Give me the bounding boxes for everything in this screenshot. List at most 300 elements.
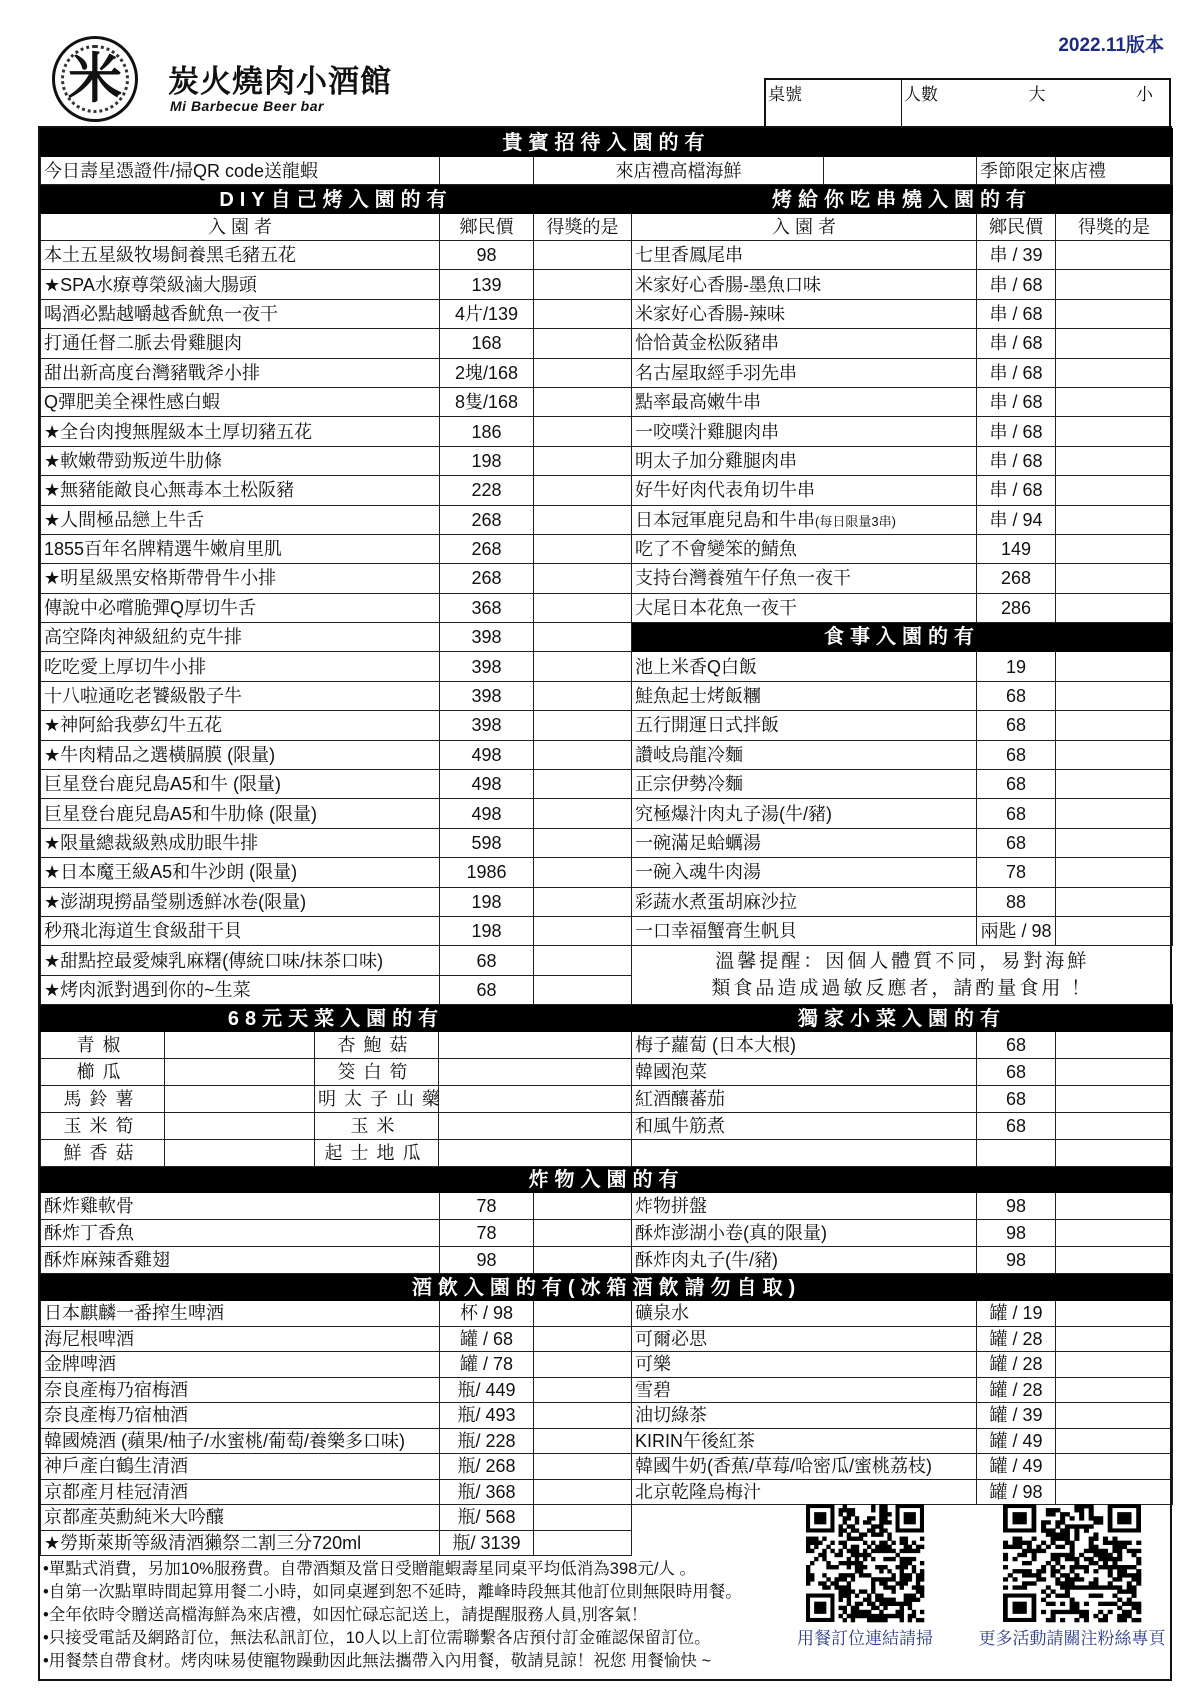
veggie-qty[interactable] [165,1032,315,1059]
logo-char: 米 [68,49,122,109]
skewer-item-name [632,534,977,563]
drink-item-name: 可樂 [632,1352,977,1378]
diy-item-price: 268 [440,505,534,534]
side-item-price: 68 [977,1086,1056,1113]
table-number-label: 桌號 [768,85,802,104]
diy-item-price: 68 [440,975,534,1004]
drink-item-qty[interactable] [534,1530,632,1556]
skewer-item-price: 串 / 94 [977,505,1056,534]
skewer-name-text: 一咬噗汁雞腿肉串 [635,421,780,442]
booking-qr[interactable] [775,1504,955,1649]
diy-item-award[interactable] [534,887,632,916]
drink-item-qty[interactable] [534,1326,632,1352]
drink-item-qty[interactable] [1056,1454,1173,1480]
drink-item-qty[interactable] [534,1403,632,1429]
table-row [41,799,1173,828]
diy-item-award[interactable] [534,740,632,769]
table-row [41,1193,1173,1220]
skewer-name-text: 吃了不會變笨的鯖魚 [635,539,798,560]
veggie-item: 鮮香菇 [41,1140,165,1167]
sides-title: 獨家小菜入園的有 [632,1006,1173,1032]
skewer-item-price: 149 [977,534,1056,563]
table-row [41,681,1173,710]
fried-item-name: 酥炸麻辣香雞翅 [41,1247,440,1274]
meal-item-name: 正宗伊勢冷麵 [632,770,977,799]
diy-item-price: 98 [440,241,534,270]
side-item-price: 68 [977,1032,1056,1059]
table-row [41,1140,1173,1167]
people-count-field[interactable] [902,80,1169,128]
fried-item-price: 78 [440,1220,534,1247]
meal-item-name: 彩蔬水煮蛋胡麻沙拉 [632,887,977,916]
skewer-item-award[interactable] [1056,446,1173,475]
diy-item-award[interactable] [534,652,632,681]
skewer-item-name [632,564,977,593]
veggie-item: 玉米筍 [41,1113,165,1140]
skewer-name-text: 名古屋取經手羽先串 [635,362,798,383]
table-row [41,270,1173,299]
diy-item-price: 398 [440,623,534,652]
skewers-title: 烤給你吃串燒入園的有 [632,186,1173,214]
diy-item-name: 高空降肉神級紐約克牛排 [41,623,440,652]
diy-item-name: 1855百年名牌精選牛嫩肩里肌 [41,534,440,563]
skewer-item-award[interactable] [1056,593,1173,622]
veggie-item: 櫛瓜 [41,1059,165,1086]
diy-item-award[interactable] [534,623,632,652]
meal-item-name: 究極爆汁肉丸子湯(牛/豬) [632,799,977,828]
side-item-qty[interactable] [1056,1140,1173,1167]
table-row [41,887,1173,916]
veggie-qty[interactable] [439,1140,632,1167]
veggie-item: 起士地瓜 [315,1140,439,1167]
meal-item-price: 78 [977,858,1056,887]
skewer-item-name [632,387,977,416]
drink-item-qty[interactable] [1056,1403,1173,1429]
drink-item-price: 瓶/ 368 [440,1479,534,1505]
drink-item-qty[interactable] [534,1479,632,1505]
welcome-item: 季節限定來店禮 [977,157,1056,185]
diy-item-award[interactable] [534,241,632,270]
diy-item-award[interactable] [534,828,632,857]
veggie-qty[interactable] [439,1032,632,1059]
version-label: 2022.11版本 [1058,35,1164,56]
skewer-item-price: 串 / 68 [977,358,1056,387]
diy-item-price: 498 [440,740,534,769]
table-row [41,1326,1173,1352]
drink-item-price: 罐 / 49 [977,1428,1056,1454]
veggie-item: 筊白筍 [315,1059,439,1086]
skewer-item-award[interactable] [1056,417,1173,446]
drink-item-name: 可爾必思 [632,1326,977,1352]
col-header-award: 得獎的是 [534,214,632,241]
fried-item-qty[interactable] [534,1247,632,1274]
skewer-item-price: 串 / 68 [977,329,1056,358]
diy-item-name: 甜出新高度台灣豬戰斧小排 [41,358,440,387]
skewer-name-text: 大尾日本花魚一夜干 [635,597,798,618]
diy-item-name: 打通任督二脈去骨雞腿肉 [41,329,440,358]
diy-item-name: 傳說中必嚐脆彈Q厚切牛舌 [41,593,440,622]
reminder-line: 類食品造成過敏反應者，請酌量食用 ！ [711,978,1094,1000]
diy-item-award[interactable] [534,770,632,799]
diy-item-name: ★牛肉精品之選橫膈膜 (限量) [41,740,440,769]
fried-item-price: 98 [977,1220,1056,1247]
qr-code-icon[interactable] [1003,1504,1141,1622]
note-line: •用餐禁自帶食材。烤肉味易使寵物躁動因此無法攜帶入內用餐，敬請見諒！祝您 用餐愉快 ~ [43,1652,712,1671]
people-label: 人數 [904,85,938,104]
brand-name-en: Mi Barbecue Beer bar [170,98,324,114]
veggie-qty[interactable] [439,1113,632,1140]
diy-item-award[interactable] [534,358,632,387]
drink-item-qty[interactable] [534,1454,632,1480]
table-row [41,1247,1173,1274]
table-row [41,740,1173,769]
child-label: 小 [1136,85,1153,104]
veggie-item: 杏鮑菇 [315,1032,439,1059]
fried-item-qty[interactable] [1056,1247,1173,1274]
skewer-name-text: 七里香鳳尾串 [635,245,744,266]
diy-item-name: ★澎湖現撈晶瑩剔透鮮冰卷(限量) [41,887,440,916]
diy-item-price: 139 [440,270,534,299]
diy-item-name: 十八啦通吃老饕級骰子牛 [41,681,440,710]
meal-item-price: 68 [977,770,1056,799]
table-row [41,1377,1173,1403]
table-row [41,858,1173,887]
skewer-item-price: 串 / 68 [977,299,1056,328]
drink-item-price: 罐 / 28 [977,1326,1056,1352]
table-row [41,828,1173,857]
fried-item-qty[interactable] [534,1193,632,1220]
skewer-item-price: 串 / 39 [977,241,1056,270]
diy-item-award[interactable] [534,916,632,945]
drink-item-price: 罐 / 28 [977,1377,1056,1403]
welcome-item: 今日壽星憑證件/掃QR code送龍蝦 [41,157,440,185]
drink-item-name: 奈良產梅乃宿柚酒 [41,1403,440,1429]
table-row [41,241,1173,270]
skewer-item-price: 286 [977,593,1056,622]
side-item-qty[interactable] [1056,1113,1173,1140]
table-row [41,1086,1173,1113]
diy-item-price: 168 [440,329,534,358]
diy-item-price: 268 [440,564,534,593]
drink-item-qty[interactable] [1056,1326,1173,1352]
fried-item-name: 酥炸雞軟骨 [41,1193,440,1220]
diy-item-name: ★限量總裁級熟成肋眼牛排 [41,828,440,857]
brand-name: 炭火燒肉小酒館 [168,64,392,100]
meal-item-award[interactable] [1056,652,1173,681]
meal-item-award[interactable] [1056,858,1173,887]
table-row [41,711,1173,740]
diy-item-award[interactable] [534,299,632,328]
drink-item-name: 日本麒麟一番搾生啤酒 [41,1301,440,1327]
drink-item-qty[interactable] [1056,1352,1173,1378]
drink-item-qty[interactable] [1056,1479,1173,1505]
drink-item-name: 金牌啤酒 [41,1352,440,1378]
table-row [41,1454,1173,1480]
drink-item-price: 瓶/ 228 [440,1428,534,1454]
fried-item-price: 98 [440,1247,534,1274]
skewer-item-name [632,358,977,387]
side-item-qty[interactable] [1056,1059,1173,1086]
table-row [41,1403,1173,1429]
diy-item-price: 1986 [440,858,534,887]
meals-title: 食事入園的有 [632,623,1173,652]
skewer-item-award[interactable] [1056,299,1173,328]
drink-item-name: ★勞斯萊斯等級清酒獺祭二割三分720ml [41,1530,440,1556]
diy-item-award[interactable] [534,593,632,622]
drink-item-name: 北京乾隆烏梅汁 [632,1479,977,1505]
skewer-item-award[interactable] [1056,387,1173,416]
diy-item-award[interactable] [534,799,632,828]
meal-item-name: 五行開運日式拌飯 [632,711,977,740]
fried-item-price: 98 [977,1193,1056,1220]
meal-item-award[interactable] [1056,740,1173,769]
diy-item-price: 4片/139 [440,299,534,328]
side-item-name: 韓國泡菜 [632,1059,977,1086]
side-item-name: 紅酒釀蕃茄 [632,1086,977,1113]
meal-item-name: 池上米香Q白飯 [632,652,977,681]
drink-item-price: 罐 / 98 [977,1479,1056,1505]
diy-item-name: ★SPA水療尊榮級滷大腸頭 [41,270,440,299]
diy-item-name: 秒飛北海道生食級甜干貝 [41,916,440,945]
drink-item-name: 京都產月桂冠清酒 [41,1479,440,1505]
fried-item-qty[interactable] [1056,1193,1173,1220]
logo [52,36,138,122]
meal-item-name: 一口幸福蟹膏生帆貝 [632,916,977,945]
table-row [41,652,1173,681]
diy-item-name: ★神阿給我夢幻牛五花 [41,711,440,740]
diy-item-award[interactable] [534,564,632,593]
table-row [41,476,1173,505]
drink-item-qty[interactable] [1056,1377,1173,1403]
col-header-name: 入 園 者 [41,214,440,241]
diy-item-award[interactable] [534,711,632,740]
note-line: •只接受電話及網路訂位，無法私訊訂位，10人以上訂位需聯繫各店預付訂金確認保留訂位。 [43,1629,711,1648]
skewer-item-award[interactable] [1056,505,1173,534]
skewer-item-price: 串 / 68 [977,476,1056,505]
drink-item-qty[interactable] [534,1301,632,1327]
table-row [41,1352,1173,1378]
skewer-note: (每日限量3串) [815,513,896,529]
side-item-name: 和風牛筋煮 [632,1113,977,1140]
diy-item-award[interactable] [534,858,632,887]
diy-item-price: 368 [440,593,534,622]
skewer-name-text: 米家好心香腸-辣味 [635,303,786,324]
col-header-award: 得獎的是 [1056,214,1173,241]
drink-item-name: KIRIN午後紅茶 [632,1428,977,1454]
diy-item-award[interactable] [534,270,632,299]
diy-item-name: 巨星登台鹿兒島A5和牛 (限量) [41,770,440,799]
skewer-name-text: 明太子加分雞腿肉串 [635,450,798,471]
drink-item-price: 杯 / 98 [440,1301,534,1327]
veggie-item: 馬鈴薯 [41,1086,165,1113]
notes [40,1556,786,1679]
booking-qr-caption: 用餐訂位連結請掃 [797,1629,933,1649]
drink-item-name: 油切綠茶 [632,1403,977,1429]
skewer-item-award[interactable] [1056,564,1173,593]
diy-item-name: ★無豬能敵良心無毒本土松阪豬 [41,476,440,505]
diy-item-award[interactable] [534,387,632,416]
veggie-qty[interactable] [165,1059,315,1086]
table-row [41,446,1173,475]
drink-item-name: 韓國燒酒 (蘋果/柚子/水蜜桃/葡萄/養樂多口味) [41,1428,440,1454]
col-header-name: 入 園 者 [632,214,977,241]
diy-item-award[interactable] [534,505,632,534]
table-row [41,299,1173,328]
skewer-item-award[interactable] [1056,241,1173,270]
meal-item-award[interactable] [1056,711,1173,740]
diy-item-name: 喝酒必點越嚼越香魷魚一夜干 [41,299,440,328]
table-row [41,946,1173,975]
skewer-item-award[interactable] [1056,476,1173,505]
drink-item-qty[interactable] [534,1377,632,1403]
table-row [41,623,1173,652]
welcome-check[interactable] [440,157,534,185]
veggie-sides-section [40,1005,1173,1167]
table-row [41,1032,1173,1059]
diy-item-price: 268 [440,534,534,563]
drink-item-qty[interactable] [1056,1428,1173,1454]
drink-item-price: 瓶/ 3139 [440,1530,534,1556]
table-number-field[interactable] [766,80,902,128]
drink-item-qty[interactable] [1056,1301,1173,1327]
fried-item-name: 酥炸肉丸子(牛/豬) [632,1247,977,1274]
skewer-item-name [632,270,977,299]
qr-code-icon[interactable] [806,1504,924,1622]
drinks-title: 酒飲入園的有(冰箱酒飲請勿自取) [41,1275,1173,1301]
diy-item-price: 68 [440,946,534,975]
diy-item-name: ★烤肉派對遇到你的~生菜 [41,975,440,1004]
meal-item-price: 兩匙 / 98 [977,916,1056,945]
veggie-qty[interactable] [165,1140,315,1167]
diy-item-award[interactable] [534,417,632,446]
drink-item-name: 奈良產梅乃宿梅酒 [41,1377,440,1403]
note-line: •全年依時令贈送高檔海鮮為來店禮，如因忙碌忘記送上，請提醒服務人員,別客氣！ [43,1606,648,1625]
note-line: •自第一次點單時間起算用餐二小時，如同桌遲到恕不延時，離峰時段無其他訂位則無限時用餐。 [43,1583,742,1602]
veggie-qty[interactable] [165,1113,315,1140]
diy-item-award[interactable] [534,534,632,563]
meal-item-award[interactable] [1056,799,1173,828]
diy-item-price: 398 [440,652,534,681]
skewer-item-award[interactable] [1056,534,1173,563]
table-row [41,1479,1173,1505]
fried-item-qty[interactable] [1056,1220,1173,1247]
skewer-name-text: 點率最高嫩牛串 [635,392,762,413]
veggie-item: 青椒 [41,1032,165,1059]
veggie-qty[interactable] [165,1086,315,1113]
diy-item-price: 198 [440,446,534,475]
drink-item-price: 罐 / 19 [977,1301,1056,1327]
diy-item-award[interactable] [534,329,632,358]
fried-item-qty[interactable] [534,1220,632,1247]
drink-item-price: 瓶/ 493 [440,1403,534,1429]
meal-item-price: 68 [977,711,1056,740]
table-row [41,564,1173,593]
veggie-qty[interactable] [439,1086,632,1113]
empty-cell [977,1140,1056,1167]
drink-item-qty[interactable] [534,1505,632,1531]
meal-item-award[interactable] [1056,770,1173,799]
skewer-item-award[interactable] [1056,358,1173,387]
meal-item-price: 68 [977,828,1056,857]
col-header-price: 鄉民價 [977,214,1056,241]
fanpage-qr-caption: 更多活動請關注粉絲專頁 [978,1629,1166,1649]
diy-item-award[interactable] [534,476,632,505]
diy-item-award[interactable] [534,946,632,975]
meal-item-name: 一碗滿足蛤蠣湯 [632,828,977,857]
diy-item-name: ★日本魔王級A5和牛沙朗 (限量) [41,858,440,887]
diy-item-price: 398 [440,681,534,710]
skewer-name-text: 好牛好肉代表角切牛串 [635,480,816,501]
drink-item-name: 雪碧 [632,1377,977,1403]
skewer-item-award[interactable] [1056,270,1173,299]
skewer-name-text: 支持台灣養殖午仔魚一夜干 [635,568,852,589]
diy-item-award[interactable] [534,975,632,1004]
veggie-item: 明太子山藥 [315,1086,439,1113]
welcome-section [40,128,1173,185]
drink-item-name: 京都產英勳純米大吟釀 [41,1505,440,1531]
meal-item-award[interactable] [1056,828,1173,857]
diy-item-award[interactable] [534,681,632,710]
skewer-item-name [632,446,977,475]
meal-item-price: 68 [977,740,1056,769]
table-row [41,770,1173,799]
diy-item-name: Q彈肥美全裸性感白蝦 [41,387,440,416]
footer [40,1556,1170,1679]
skewer-item-name [632,299,977,328]
drink-item-name: 神戶產白鶴生清酒 [41,1454,440,1480]
drink-item-price: 瓶/ 449 [440,1377,534,1403]
skewer-item-name [632,476,977,505]
empty-cell [632,1140,977,1167]
meal-item-price: 68 [977,799,1056,828]
diy-item-price: 198 [440,916,534,945]
meal-item-award[interactable] [1056,887,1173,916]
drink-item-qty[interactable] [534,1352,632,1378]
diy-item-price: 186 [440,417,534,446]
table-row [41,417,1173,446]
veggie-qty[interactable] [439,1059,632,1086]
skewer-item-price: 串 / 68 [977,417,1056,446]
table-row [41,358,1173,387]
diy-item-price: 398 [440,711,534,740]
table-row [41,387,1173,416]
side-item-qty[interactable] [1056,1032,1173,1059]
drink-item-name: 礦泉水 [632,1301,977,1327]
meal-item-price: 88 [977,887,1056,916]
drink-item-price: 罐 / 68 [440,1326,534,1352]
drink-item-name: 韓國牛奶(香蕉/草莓/哈密瓜/蜜桃荔枝) [632,1454,977,1480]
drink-item-price: 罐 / 49 [977,1454,1056,1480]
col-header-price: 鄉民價 [440,214,534,241]
menu-table [38,126,1172,1681]
meal-item-award[interactable] [1056,916,1173,945]
skewer-item-award[interactable] [1056,329,1173,358]
side-item-name: 梅子蘿蔔 (日本大根) [632,1032,977,1059]
welcome-check[interactable] [824,157,977,185]
side-item-qty[interactable] [1056,1086,1173,1113]
meal-item-award[interactable] [1056,681,1173,710]
drink-item-qty[interactable] [534,1428,632,1454]
skewer-item-price: 串 / 68 [977,387,1056,416]
diy-item-award[interactable] [534,446,632,475]
skewer-item-name [632,329,977,358]
table-row [41,1113,1173,1140]
diy-item-name: ★軟嫩帶勁叛逆牛肋條 [41,446,440,475]
skewer-name-text: 恰恰黃金松阪豬串 [635,333,780,354]
skewer-item-price: 268 [977,564,1056,593]
fanpage-qr[interactable] [972,1504,1172,1649]
meal-item-name: 一碗入魂牛肉湯 [632,858,977,887]
